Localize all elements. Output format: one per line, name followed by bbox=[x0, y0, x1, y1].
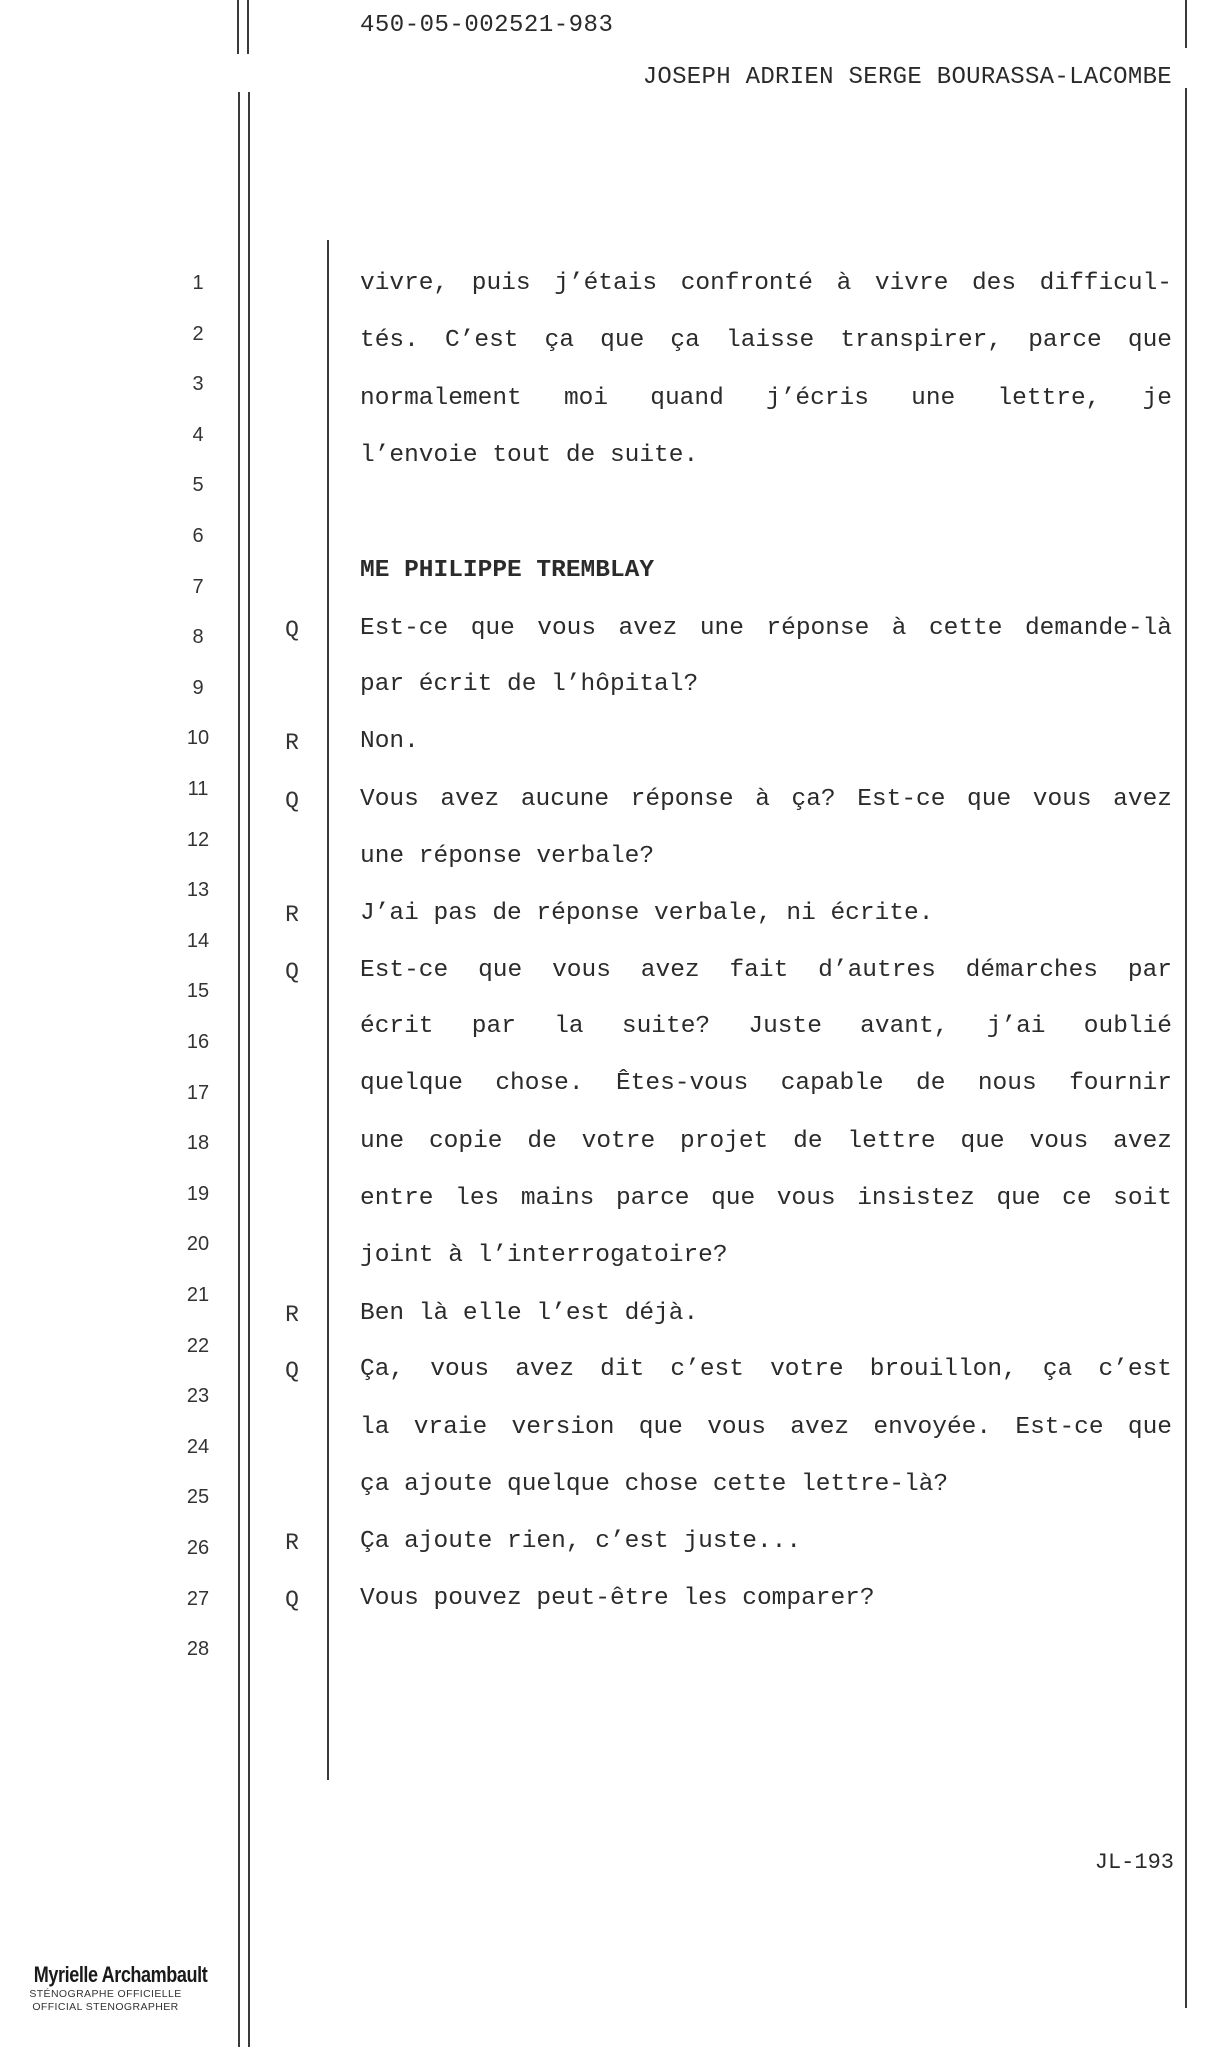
transcript-line: quelque chose. Êtes-vous capable de nous fournir bbox=[360, 1070, 1172, 1097]
transcript-line: une réponse verbale? bbox=[360, 843, 655, 870]
line-number: 3 bbox=[192, 373, 204, 396]
line-number: 4 bbox=[192, 423, 204, 446]
line-number: 1 bbox=[192, 272, 204, 294]
line-number: 17 bbox=[186, 1081, 210, 1104]
line-number: 27 bbox=[186, 1587, 210, 1610]
line-number: 13 bbox=[186, 879, 210, 902]
line-number: 19 bbox=[186, 1182, 210, 1205]
line-number: 21 bbox=[186, 1284, 210, 1306]
speaker-heading: ME PHILIPPE TREMBLAY bbox=[360, 557, 655, 584]
left-margin-rule-inner bbox=[248, 92, 250, 2047]
answer-marker: R bbox=[285, 1302, 299, 1328]
transcript-line: l’envoie tout de suite. bbox=[360, 442, 699, 469]
line-number: 11 bbox=[187, 778, 209, 800]
transcript-line: Vous avez aucune réponse à ça? Est-ce que vous avez bbox=[360, 786, 1172, 813]
transcript-line: Vous pouvez peut-être les comparer? bbox=[360, 1585, 875, 1612]
right-margin-rule bbox=[1185, 88, 1187, 2008]
line-number: 2 bbox=[192, 322, 204, 345]
line-number: 7 bbox=[192, 575, 204, 598]
transcript-line: Ben là elle l’est déjà. bbox=[360, 1300, 699, 1327]
line-number: 8 bbox=[192, 626, 204, 649]
transcript-line: J’ai pas de réponse verbale, ni écrite. bbox=[360, 900, 934, 927]
transcript-line: écrit par la suite? Juste avant, j’ai oublié bbox=[360, 1013, 1172, 1040]
transcript-line: joint à l’interrogatoire? bbox=[360, 1242, 728, 1269]
deponent-name: JOSEPH ADRIEN SERGE BOURASSA-LACOMBE bbox=[642, 64, 1172, 91]
line-number: 23 bbox=[186, 1385, 210, 1408]
line-number: 6 bbox=[192, 525, 204, 547]
stenographer-title-en: OFFICIAL STENOGRAPHER bbox=[32, 2001, 179, 2013]
stenographer-name: Myrielle Archambault bbox=[33, 1962, 208, 1987]
stenographer-title-fr: STÉNOGRAPHE OFFICIELLE bbox=[29, 1988, 182, 2000]
transcript-line: normalement moi quand j’écris une lettre, je bbox=[360, 385, 1172, 412]
line-number: 14 bbox=[186, 929, 210, 952]
line-number: 24 bbox=[186, 1435, 210, 1458]
left-margin-rule-outer-top bbox=[237, 0, 239, 54]
line-number: 15 bbox=[186, 980, 210, 1003]
answer-marker: R bbox=[285, 1530, 299, 1556]
transcript-line: tés. C’est ça que ça laisse transpirer, parce que bbox=[360, 327, 1172, 354]
question-marker: Q bbox=[285, 1358, 299, 1384]
transcript-line: Ça, vous avez dit c’est votre brouillon, ça c’est bbox=[360, 1356, 1172, 1383]
left-margin-rule-outer bbox=[238, 92, 240, 2047]
question-marker: Q bbox=[285, 1587, 299, 1613]
answer-marker: R bbox=[285, 730, 299, 756]
transcript-line: Est-ce que vous avez fait d’autres démarches par bbox=[360, 957, 1172, 984]
left-margin-rule-inner-top bbox=[247, 0, 249, 54]
line-number: 5 bbox=[192, 474, 204, 497]
case-number: 450-05-002521-983 bbox=[360, 12, 614, 39]
stenographer-stamp bbox=[18, 1962, 208, 2013]
transcript-line: par écrit de l’hôpital? bbox=[360, 671, 699, 698]
page-reference: JL-193 bbox=[1094, 1850, 1174, 1875]
transcript-line: Non. bbox=[360, 728, 419, 755]
transcript-line: vivre, puis j’étais confronté à vivre des difficul- bbox=[360, 270, 1172, 297]
answer-marker: R bbox=[285, 902, 299, 928]
line-number: 16 bbox=[186, 1031, 210, 1053]
text-margin-rule bbox=[327, 240, 329, 1780]
line-number: 22 bbox=[186, 1334, 210, 1357]
transcript-line: Est-ce que vous avez une réponse à cette demande-là bbox=[360, 615, 1172, 642]
transcript-line: la vraie version que vous avez envoyée. Est-ce que bbox=[360, 1414, 1172, 1441]
line-number: 20 bbox=[186, 1233, 210, 1256]
transcript-line: ça ajoute quelque chose cette lettre-là? bbox=[360, 1471, 949, 1498]
line-number: 25 bbox=[186, 1486, 210, 1509]
right-margin-rule-top bbox=[1185, 0, 1187, 48]
transcript-line: une copie de votre projet de lettre que vous avez bbox=[360, 1128, 1172, 1155]
transcript-line: entre les mains parce que vous insistez que ce soit bbox=[360, 1185, 1172, 1212]
transcript-line: Ça ajoute rien, c’est juste... bbox=[360, 1528, 802, 1555]
line-number: 10 bbox=[186, 727, 210, 750]
line-number: 18 bbox=[186, 1132, 210, 1155]
question-marker: Q bbox=[285, 959, 299, 985]
line-number: 26 bbox=[186, 1537, 210, 1559]
question-marker: Q bbox=[285, 617, 299, 643]
line-number: 9 bbox=[192, 676, 204, 699]
line-number: 28 bbox=[186, 1638, 210, 1661]
question-marker: Q bbox=[285, 788, 299, 814]
line-number: 12 bbox=[186, 828, 210, 851]
